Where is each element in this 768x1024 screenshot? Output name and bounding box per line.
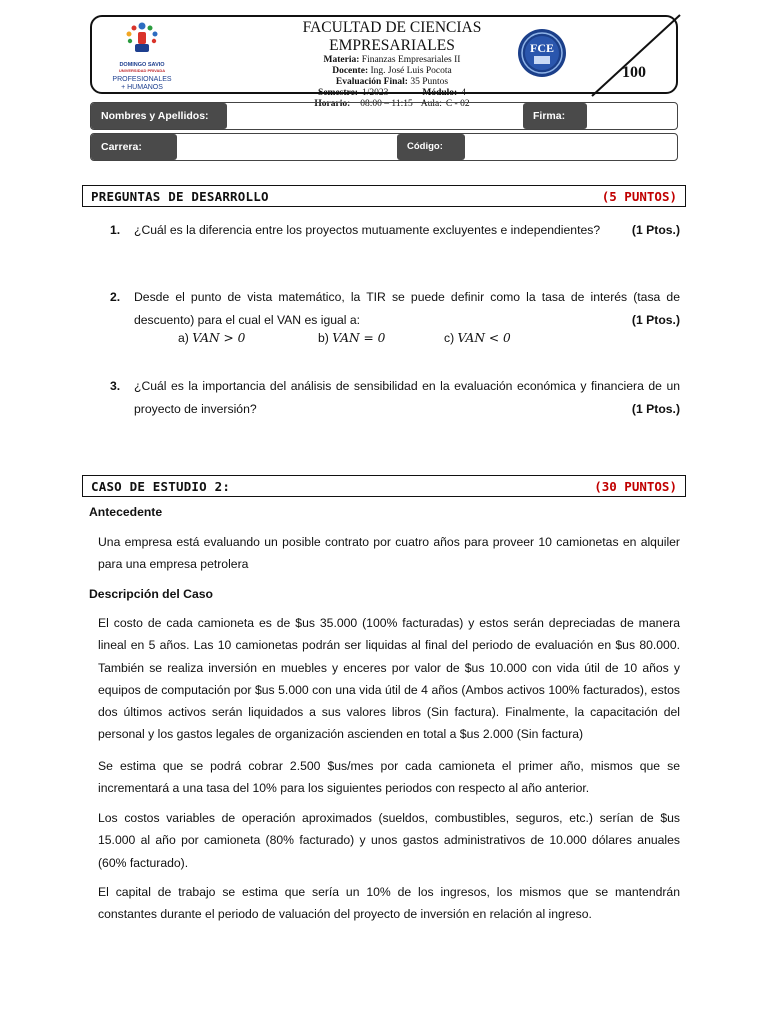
faculty-title: FACULTAD DE CIENCIAS EMPRESARIALES <box>302 19 482 54</box>
carrera-label: Carrera: <box>91 134 177 160</box>
question-2 <box>110 286 680 331</box>
section-caso-points: (30 PUNTOS) <box>594 478 677 494</box>
codigo-input[interactable] <box>465 134 677 160</box>
fce-logo-text: FCE <box>530 41 554 55</box>
option-label: b) <box>318 331 329 345</box>
aula-label: Aula: <box>420 99 442 109</box>
fce-logo <box>517 28 567 78</box>
option-c[interactable] <box>444 331 564 345</box>
firma-input[interactable] <box>587 103 677 129</box>
modulo-value: 4 <box>461 88 466 98</box>
header-info <box>242 19 542 110</box>
question-1 <box>110 219 680 242</box>
logo-brand-sub: UNIVERSIDAD PRIVADA <box>118 68 166 73</box>
option-expression: VAN < 0 <box>457 331 511 345</box>
modulo-label: Módulo: <box>422 88 458 98</box>
materia-line <box>242 55 542 66</box>
nombres-row <box>90 102 678 130</box>
question-number: 1. <box>110 223 121 237</box>
materia-value: Finanzas Empresariales II <box>361 55 461 65</box>
question-text: ¿Cuál es la importancia del análisis de sensibilidad en la evaluación económica y financiera de un proyecto de inversión? <box>134 379 680 416</box>
section-preguntas-title: PREGUNTAS DE DESARROLLO <box>91 188 269 204</box>
logo-tagline-2: + HUMANOS <box>121 84 163 91</box>
option-expression: VAN = 0 <box>332 331 386 345</box>
evaluacion-value: 35 Puntos <box>410 77 449 87</box>
people-emblem-icon <box>120 21 164 57</box>
materia-label: Materia: <box>323 55 360 65</box>
option-label: c) <box>444 331 455 345</box>
answer-options <box>178 331 564 345</box>
option-a[interactable] <box>178 331 318 345</box>
horario-label: Horario: <box>314 99 351 109</box>
horario-value: 08:00 – 11:15 <box>360 99 413 109</box>
section-preguntas <box>82 185 686 207</box>
case-paragraph-1: El costo de cada camioneta es de $us 35.000 (100% facturadas) y estos serán depreciadas de manera lineal en 5 años. Las 10 camionetas podrán ser liquidas al final del periodo de evaluación en $us 80.000. También se realiza inversión en muebles y enceres por valor de $us 10.000 con vida útil de 10 años y equipos de computación por $us 5.000 con una vida útil de 4 años (Ambos activos 100% facturados), estos dos últimos activos serán liquidados a sus valores libros (Sin factura). Finalmente, la capacitación del personal y los gastos legales de organización ascienden en total a $us 2.000 (Sin factura) <box>98 616 680 742</box>
logo-tagline-1: PROFESIONALES <box>112 76 172 83</box>
carrera-row <box>90 133 678 161</box>
option-b[interactable] <box>318 331 444 345</box>
codigo-label: Código: <box>397 134 465 160</box>
section-caso <box>82 475 686 497</box>
exam-header <box>90 15 678 109</box>
evaluacion-line <box>242 77 542 88</box>
question-points: (1 Ptos.) <box>631 312 680 327</box>
option-label: a) <box>178 331 189 345</box>
question-number: 3. <box>110 379 121 393</box>
antecedente-text: Una empresa está evaluando un posible contrato por cuatro años para proveer 10 camionetas en alquiler para una empresa petrolera <box>98 535 680 572</box>
total-score: 100 <box>622 64 646 81</box>
evaluacion-label: Evaluación Final: <box>335 77 408 87</box>
case-paragraph-3: Los costos variables de operación aproximados (sueldos, combustibles, seguros, etc.) serían de $us 15.000 al año por camioneta (80% facturado) y unos gastos administrativos de 10.000 dólares anuales (60% facturado). <box>98 811 680 870</box>
descripcion-heading: Descripción del Caso <box>89 587 213 601</box>
question-3 <box>110 375 680 420</box>
case-paragraph-4: El capital de trabajo se estima que sería un 10% de los ingresos, los mismos que se mantendrán constantes durante el periodo de valuación del proyecto de inversión en relación al ingreso. <box>98 885 680 922</box>
nombres-input[interactable] <box>227 103 523 129</box>
antecedente-heading: Antecedente <box>89 505 163 519</box>
nombres-label: Nombres y Apellidos: <box>91 103 227 129</box>
carrera-input[interactable] <box>177 134 397 160</box>
question-points: (1 Ptos.) <box>631 401 680 416</box>
case-paragraph-2: Se estima que se podrá cobrar 2.500 $us/mes por cada camioneta el primer año, mismos que se incrementará a una tasa del 10% para los siguientes periodos con respecto al año anterior. <box>98 759 680 796</box>
question-number: 2. <box>110 290 121 304</box>
section-caso-title: CASO DE ESTUDIO 2: <box>91 478 231 494</box>
semestre-value: 1/2023 <box>361 88 389 98</box>
question-text: ¿Cuál es la diferencia entre los proyectos mutuamente excluyentes e independientes? <box>134 223 601 237</box>
option-expression: VAN > 0 <box>192 331 246 345</box>
domingo-savio-logo <box>104 21 180 89</box>
section-preguntas-points: (5 PUNTOS) <box>601 188 677 204</box>
docente-line <box>242 66 542 77</box>
firma-label: Firma: <box>523 103 587 129</box>
docente-label: Docente: <box>332 66 369 76</box>
semestre-modulo-line <box>242 88 542 99</box>
semestre-label: Semestre: <box>318 88 358 98</box>
question-text: Desde el punto de vista matemático, la TIR se puede definir como la tasa de interés (tasa de descuento) para el cual el VAN es igual a: <box>134 290 680 327</box>
question-points: (1 Ptos.) <box>631 223 680 237</box>
docente-value: Ing. José Luis Pocota <box>370 66 452 76</box>
aula-value: C - 02 <box>445 99 470 109</box>
logo-brand: DOMINGO SAVIO <box>119 62 165 68</box>
